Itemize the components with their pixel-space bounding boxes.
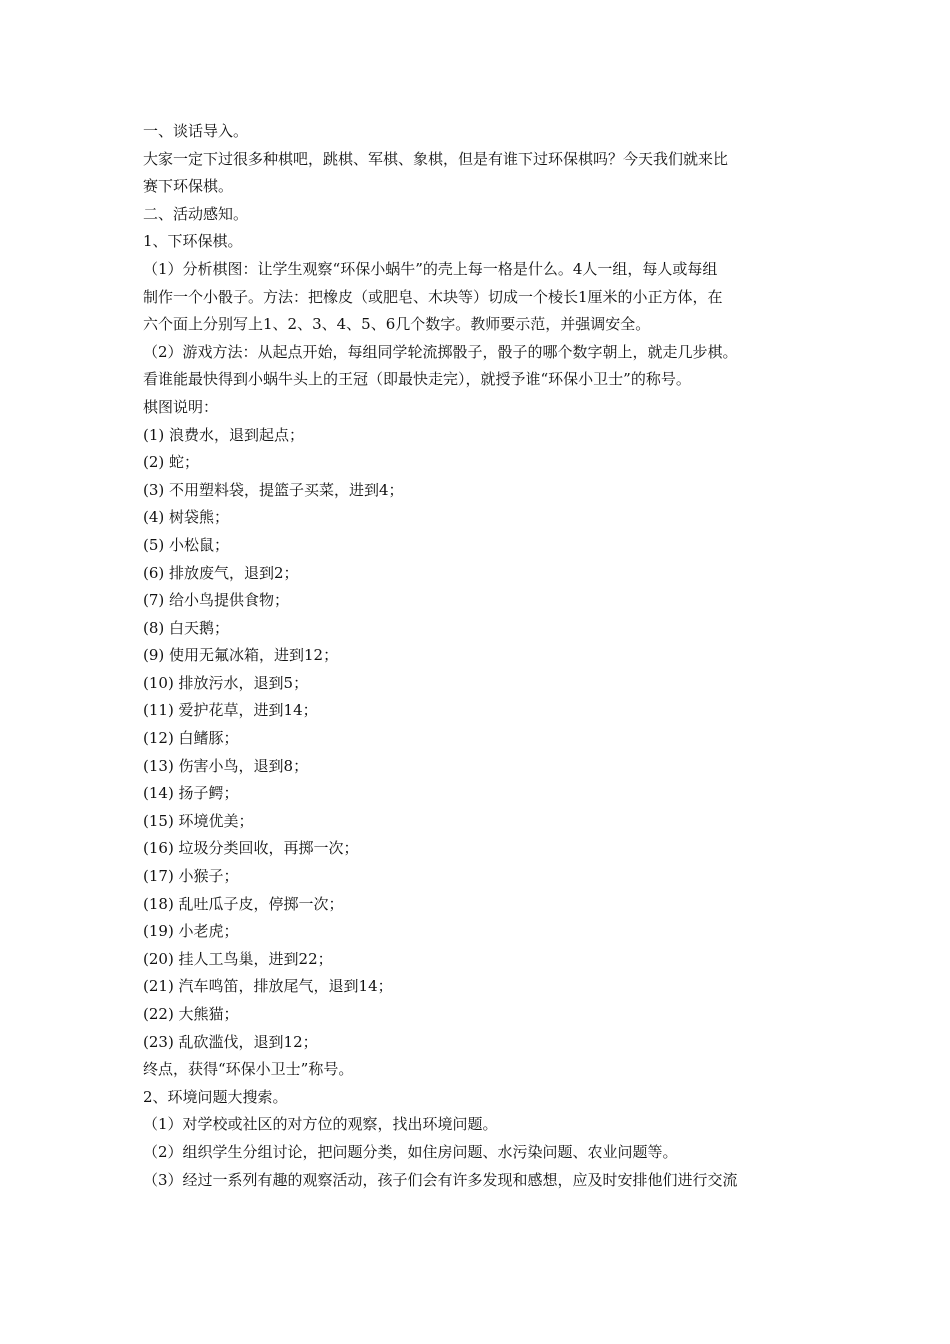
search-item: （1）对学校或社区的对方位的观察，找出环境问题。: [143, 1115, 498, 1134]
intro-heading: 一、谈话导入。: [143, 122, 249, 140]
legend-item: (22) 大熊猫；: [143, 1005, 239, 1023]
legend-item: (3) 不用塑料袋，提篮子买菜，进到4；: [143, 480, 404, 499]
legend-item: (5) 小松鼠；: [143, 535, 230, 554]
search-item: （3）经过一系列有趣的观察活动，孩子们会有许多发现和感想，应及时安排他们进行交流: [143, 1170, 738, 1189]
legend-item: (23) 乱砍滥伐，退到12；: [143, 1032, 318, 1051]
legend-title: 棋图说明：: [143, 397, 219, 416]
activity-heading: 二、活动感知。: [143, 204, 249, 223]
legend-item: (13) 伤害小鸟，退到8；: [143, 756, 309, 775]
legend-item: (12) 白鳍豚；: [143, 729, 239, 748]
legend-item: (14) 扬子鳄；: [143, 784, 239, 803]
legend-item: (10) 排放污水，退到5；: [143, 673, 309, 692]
legend-item: (15) 环境优美；: [143, 811, 254, 830]
legend-item: (16) 垃圾分类回收，再掷一次；: [143, 839, 359, 858]
analysis-line: 制作一个小骰子。方法：把橡皮（或肥皂、木块等）切成一个棱长1厘米的小正方体，在: [143, 287, 723, 306]
legend-item: (9) 使用无氟冰箱，进到12；: [143, 646, 339, 665]
legend-item: (11) 爱护花草，进到14；: [143, 701, 318, 720]
legend-list: [143, 422, 813, 1057]
legend-item: (4) 树袋熊；: [143, 508, 230, 527]
legend-item: (6) 排放废气，退到2；: [143, 563, 299, 582]
analysis-line: （1）分析棋图：让学生观察“环保小蜗牛”的壳上每一格是什么。4人一组，每人或每组: [143, 259, 718, 278]
method-line: 看谁能最快得到小蜗牛头上的王冠（即最快走完），就授予谁“环保小卫士”的称号。: [143, 370, 691, 389]
legend-item: (20) 挂人工鸟巢，进到22；: [143, 949, 333, 968]
document-page: [143, 118, 813, 1194]
intro-paragraph: [143, 146, 813, 201]
intro-line: 大家一定下过很多种棋吧，跳棋、军棋、象棋，但是有谁下过环保棋吗？今天我们就来比: [143, 149, 729, 168]
legend-item: (7) 给小鸟提供食物；: [143, 591, 290, 610]
legend-item: (8) 白天鹅；: [143, 618, 230, 637]
legend-item: (21) 汽车鸣笛，排放尾气，退到14；: [143, 977, 393, 996]
method-paragraph: [143, 339, 813, 394]
search-item: （2）组织学生分组讨论，把问题分类，如住房问题、水污染问题、农业问题等。: [143, 1142, 678, 1161]
legend-item: (17) 小猴子；: [143, 867, 239, 886]
intro-line: 赛下环保棋。: [143, 177, 234, 196]
legend-end: 终点，获得“环保小卫士”称号。: [143, 1060, 354, 1079]
search-heading: 2、环境问题大搜索。: [143, 1087, 288, 1106]
search-list: [143, 1111, 813, 1194]
legend-item: (19) 小老虎；: [143, 922, 239, 941]
analysis-line: 六个面上分别写上1、2、3、4、5、6几个数字。教师要示范，并强调安全。: [143, 315, 651, 334]
analysis-paragraph: [143, 256, 813, 339]
method-line: （2）游戏方法：从起点开始，每组同学轮流掷骰子，骰子的哪个数字朝上，就走几步棋。: [143, 342, 738, 361]
legend-item: (1) 浪费水，退到起点；: [143, 425, 305, 444]
game-heading: 1、下环保棋。: [143, 232, 243, 251]
legend-item: (18) 乱吐瓜子皮，停掷一次；: [143, 894, 344, 913]
legend-item: (2) 蛇；: [143, 453, 200, 472]
